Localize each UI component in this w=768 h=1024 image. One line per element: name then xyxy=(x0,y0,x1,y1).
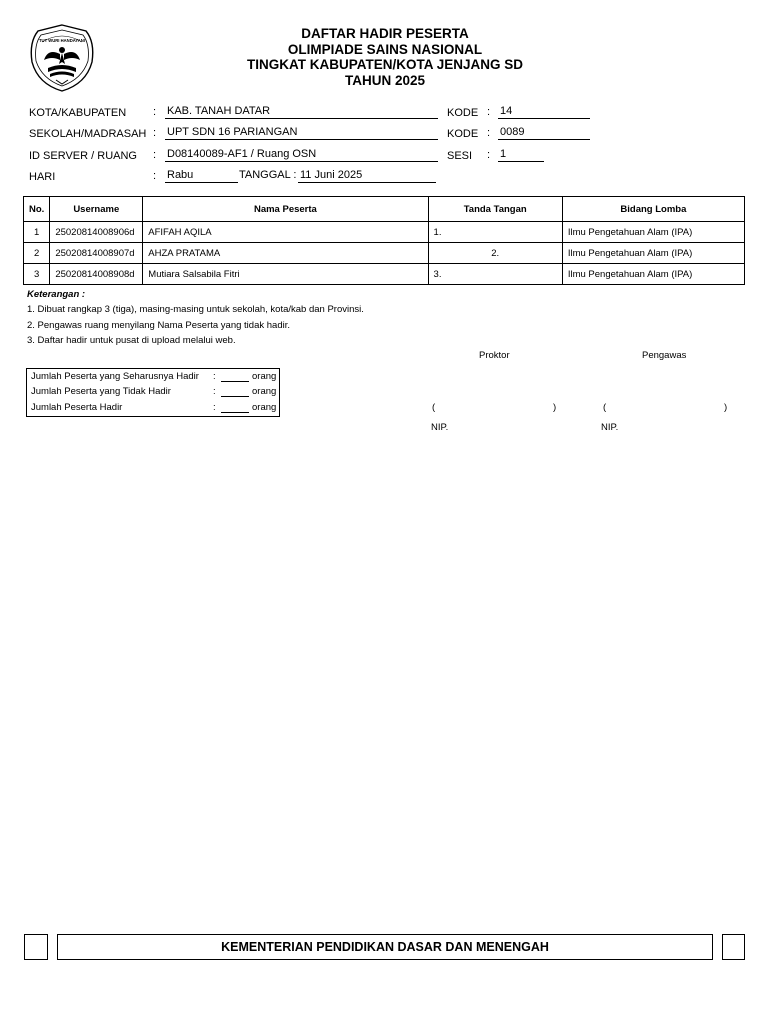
server-value: D08140089-AF1 / Ruang OSN xyxy=(165,147,438,162)
pengawas-label: Pengawas xyxy=(642,350,687,361)
summary-colon: : xyxy=(213,402,216,413)
logo-text: TUT WURI HANDAYANI xyxy=(39,38,85,43)
sesi-value: 1 xyxy=(498,147,544,162)
header-tanda-tangan: Tanda Tangan xyxy=(428,197,562,222)
sekolah-value: UPT SDN 16 PARIANGAN xyxy=(165,125,438,140)
kode1-value: 14 xyxy=(498,104,590,119)
proktor-close-paren: ) xyxy=(553,402,557,413)
summary-blank xyxy=(221,401,249,413)
summary-label: Jumlah Peserta yang Tidak Hadir xyxy=(31,386,171,397)
footer-ministry-text: KEMENTERIAN PENDIDIKAN DASAR DAN MENENGAH xyxy=(221,940,549,954)
hari-label: HARI xyxy=(29,171,56,183)
sesi-label: SESI xyxy=(447,150,473,162)
header-nama-peserta: Nama Peserta xyxy=(143,197,428,222)
proktor-open-paren: ( xyxy=(432,402,436,413)
attendance-table xyxy=(23,196,745,285)
footer-right-square xyxy=(722,934,745,960)
row-bidang: Ilmu Pengetahuan Alam (IPA) xyxy=(562,243,744,264)
kode2-value: 0089 xyxy=(498,125,590,140)
document-title-line-1: DAFTAR HADIR PESERTA xyxy=(301,26,469,41)
hari-value: Rabu xyxy=(165,168,238,183)
document-title-line-3: TINGKAT KABUPATEN/KOTA JENJANG SD xyxy=(246,57,523,72)
summary-blank xyxy=(221,370,249,382)
summary-label: Jumlah Peserta Hadir xyxy=(31,402,123,413)
row-username: 25020814008907d xyxy=(50,243,143,264)
proktor-nip-label: NIP. xyxy=(431,422,449,433)
attendance-summary-box xyxy=(26,368,280,417)
kode2-label: KODE xyxy=(447,128,479,140)
header-username: Username xyxy=(50,197,143,222)
summary-unit: orang xyxy=(252,402,277,413)
kode1-label: KODE xyxy=(447,107,479,119)
row-no: 2 xyxy=(24,243,50,264)
pengawas-nip-label: NIP. xyxy=(601,422,619,433)
sesi-colon: : xyxy=(487,149,491,161)
server-label: ID SERVER / RUANG xyxy=(29,150,137,162)
table-header-row xyxy=(24,197,745,222)
summary-unit: orang xyxy=(252,386,277,397)
summary-blank xyxy=(221,385,249,397)
row-bidang: Ilmu Pengetahuan Alam (IPA) xyxy=(562,264,744,285)
table-row xyxy=(24,243,745,264)
row-bidang: Ilmu Pengetahuan Alam (IPA) xyxy=(562,222,744,243)
proktor-label: Proktor xyxy=(479,350,510,361)
row-nama: AFIFAH AQILA xyxy=(143,222,428,243)
document-title-line-2: OLIMPIADE SAINS NASIONAL xyxy=(287,42,483,57)
keterangan-item-3: 3. Daftar hadir untuk pusat di upload melalui web. xyxy=(27,335,236,346)
kota-colon: : xyxy=(153,106,157,118)
summary-colon: : xyxy=(213,371,216,382)
keterangan-title: Keterangan : xyxy=(27,289,86,300)
summary-unit: orang xyxy=(252,371,277,382)
row-signature: 2. xyxy=(428,243,562,264)
header-no: No. xyxy=(24,197,50,222)
row-username: 25020814008906d xyxy=(50,222,143,243)
server-colon: : xyxy=(153,149,157,161)
row-signature: 3. xyxy=(428,264,562,285)
table-row xyxy=(24,222,745,243)
sekolah-colon: : xyxy=(153,127,157,139)
kode1-colon: : xyxy=(487,106,491,118)
kota-label: KOTA/KABUPATEN xyxy=(29,107,127,119)
table-row xyxy=(24,264,745,285)
row-nama: Mutiara Salsabila Fitri xyxy=(143,264,428,285)
tut-wuri-handayani-logo xyxy=(26,22,98,94)
row-username: 25020814008908d xyxy=(50,264,143,285)
footer-left-square xyxy=(24,934,48,960)
sekolah-label: SEKOLAH/MADRASAH xyxy=(29,128,147,140)
hari-colon: : xyxy=(153,170,157,182)
row-nama: AHZA PRATAMA xyxy=(143,243,428,264)
pengawas-open-paren: ( xyxy=(603,402,607,413)
kota-value: KAB. TANAH DATAR xyxy=(165,104,438,119)
kode2-colon: : xyxy=(487,127,491,139)
document-title-line-4: TAHUN 2025 xyxy=(344,73,426,88)
summary-label: Jumlah Peserta yang Seharusnya Hadir xyxy=(31,371,199,382)
header-bidang-lomba: Bidang Lomba xyxy=(562,197,744,222)
row-no: 1 xyxy=(24,222,50,243)
pengawas-close-paren: ) xyxy=(724,402,728,413)
row-signature: 1. xyxy=(428,222,562,243)
summary-colon: : xyxy=(213,386,216,397)
row-no: 3 xyxy=(24,264,50,285)
keterangan-item-1: 1. Dibuat rangkap 3 (tiga), masing-masing untuk sekolah, kota/kab dan Provinsi. xyxy=(27,304,364,315)
tanggal-value: 11 Juni 2025 xyxy=(298,168,436,183)
tanggal-label: TANGGAL : xyxy=(239,169,297,181)
keterangan-item-2: 2. Pengawas ruang menyilang Nama Peserta yang tidak hadir. xyxy=(27,320,290,331)
